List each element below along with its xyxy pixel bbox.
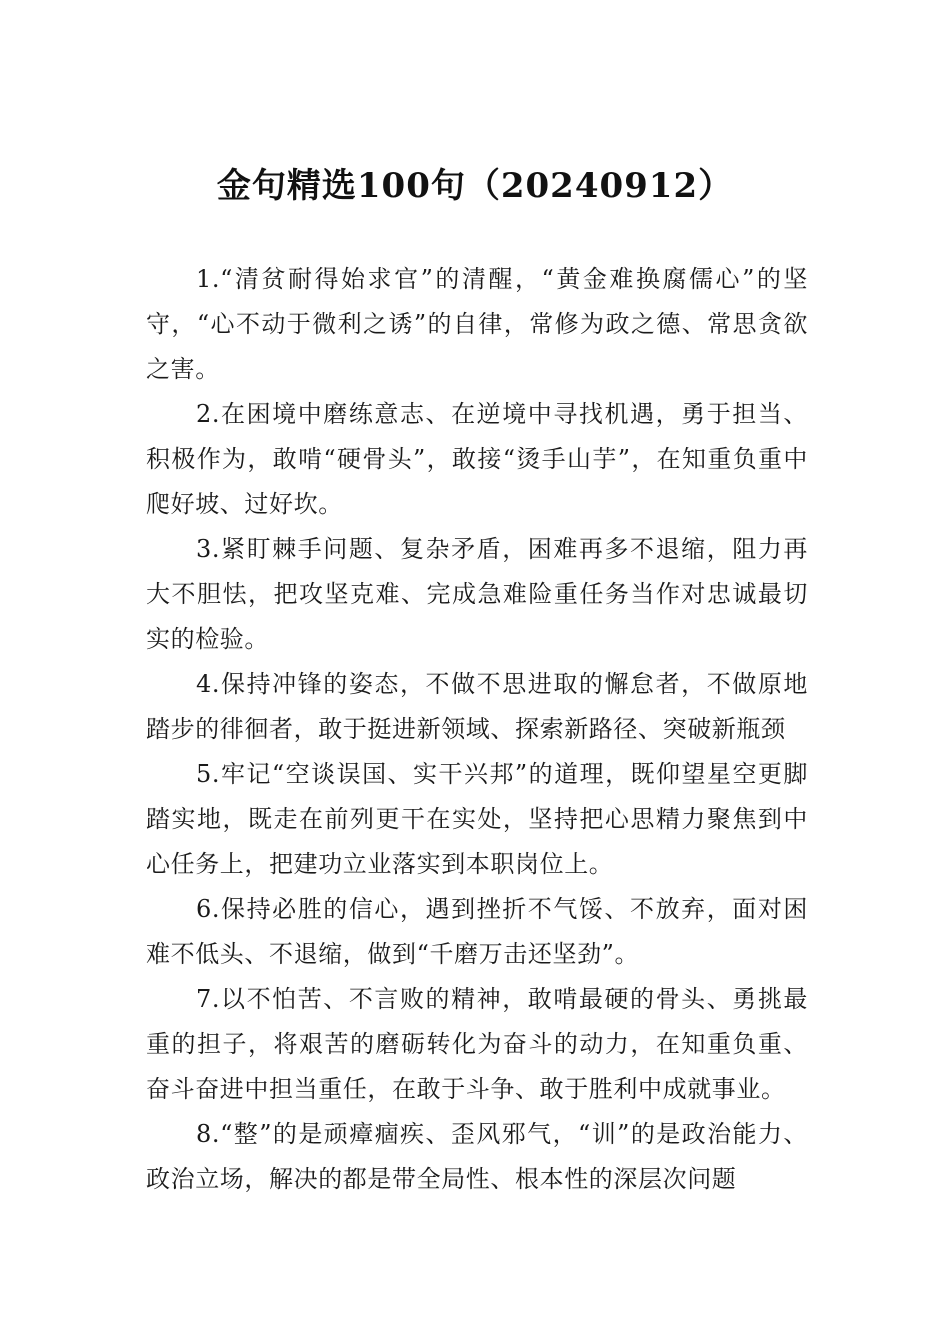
paragraph-4: 4.保持冲锋的姿态，不做不思进取的懈怠者，不做原地踏步的徘徊者，敢于挺进新领域、探索新路径、突破新瓶颈	[146, 670, 808, 743]
paragraph-2: 2.在困境中磨练意志、在逆境中寻找机遇，勇于担当、积极作为，敢啃“硬骨头”，敢接“烫手山芋”，在知重负重中爬好坡、过好坎。	[146, 400, 808, 518]
paragraph-3: 3.紧盯棘手问题、复杂矛盾，困难再多不退缩，阻力再大不胆怯，把攻坚克难、完成急难险重任务当作对忠诚最切实的检验。	[146, 535, 808, 653]
document-title: 金句精选100句（20240912）	[216, 166, 734, 206]
document-body	[146, 257, 808, 1202]
paragraph-6: 6.保持必胜的信心，遇到挫折不气馁、不放弃，面对困难不低头、不退缩，做到“千磨万击还坚劲”。	[146, 895, 808, 968]
paragraph-8: 8.“整”的是顽瘴痼疾、歪风邪气，“训”的是政治能力、政治立场，解决的都是带全局性、根本性的深层次问题	[146, 1120, 808, 1193]
paragraph-1: 1.“清贫耐得始求官”的清醒，“黄金难换腐儒心”的坚守，“心不动于微利之诱”的自律，常修为政之德、常思贪欲之害。	[146, 265, 808, 383]
paragraph-5: 5.牢记“空谈误国、实干兴邦”的道理，既仰望星空更脚踏实地，既走在前列更干在实处，坚持把心思精力聚焦到中心任务上，把建功立业落实到本职岗位上。	[146, 760, 808, 878]
paragraph-7: 7.以不怕苦、不言败的精神，敢啃最硬的骨头、勇挑最重的担子，将艰苦的磨砺转化为奋斗的动力，在知重负重、奋斗奋进中担当重任，在敢于斗争、敢于胜利中成就事业。	[146, 985, 808, 1103]
